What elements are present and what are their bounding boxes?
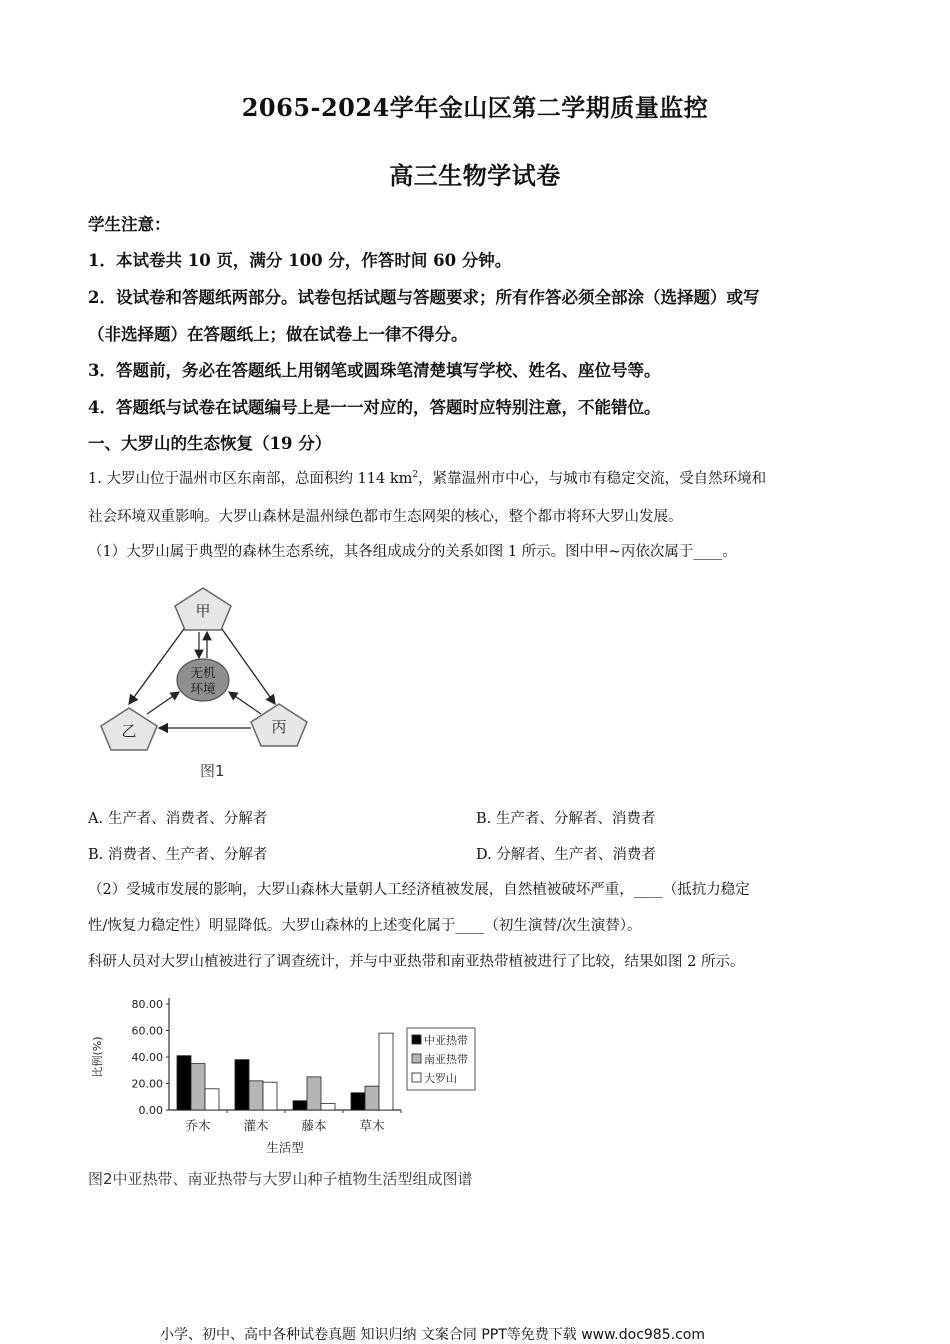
notice-item-1: 1．本试卷共 10 页，满分 100 分，作答时间 60 分钟。 [88, 251, 512, 270]
option-c: B. 消费者、生产者、分解者 [88, 847, 268, 863]
bar-3-2 [263, 1082, 277, 1110]
node-env-label-2: 环境 [190, 681, 216, 696]
page-subtitle: 高三生物学试卷 [389, 161, 561, 190]
bar-3-1 [205, 1089, 219, 1110]
x-tick-label: 乔木 [185, 1118, 211, 1133]
arrow-bing-to-env [229, 692, 261, 714]
notice-item-3: 3．答题前，务必在答题纸上用钢笔或圆珠笔清楚填写学校、姓名、座位号等。 [88, 361, 661, 380]
legend-swatch-3 [412, 1073, 421, 1082]
arrow-yi-to-env [147, 692, 179, 714]
legend-label-3: 大罗山 [424, 1072, 457, 1085]
y-axis-label: 比例(%) [91, 1036, 104, 1078]
option-a: A. 生产者、消费者、分解者 [88, 811, 268, 827]
figure-2-caption: 图2中亚热带、南亚热带与大罗山种子植物生活型组成图谱 [88, 1170, 473, 1188]
question-1-line-1b: ，紧靠温州市中心，与城市有稳定交流，受自然环境和 [418, 471, 767, 487]
section-heading: 一、大罗山的生态恢复（19 分） [88, 434, 332, 453]
x-axis-label: 生活型 [266, 1140, 304, 1155]
bar-1-4 [351, 1093, 365, 1110]
y-tick-label: 60.00 [131, 1024, 163, 1038]
bar-3-4 [379, 1033, 393, 1110]
option-d: D. 分解者、生产者、消费者 [476, 847, 656, 863]
y-tick-label: 0.00 [138, 1104, 163, 1117]
figure-2-chart [85, 990, 485, 1165]
x-tick-label: 灌木 [243, 1118, 269, 1133]
footer-text: 小学、初中、高中各种试卷真题 知识归纳 文案合同 PPT等免费下载 www.doc985.com [160, 1327, 705, 1343]
notice-heading: 学生注意： [88, 215, 171, 234]
bar-1-3 [293, 1101, 307, 1110]
figure-1-caption: 图1 [200, 762, 225, 780]
question-1-sub-3: 科研人员对大罗山植被进行了调查统计，并与中亚热带和南亚热带植被进行了比较，结果如图 2 所示。 [88, 954, 745, 970]
page-title: 2065-2024学年金山区第二学期质量监控 [241, 93, 709, 122]
bar-2-2 [249, 1081, 263, 1110]
arrow-jia-to-yi [129, 622, 189, 704]
arrow-jia-to-bing [217, 622, 275, 704]
y-tick-label: 40.00 [131, 1051, 163, 1064]
bar-1-2 [235, 1060, 249, 1110]
legend-label-1: 中亚热带 [424, 1034, 468, 1047]
notice-item-2: 2．设试卷和答题纸两部分。试卷包括试题与答题要求；所有作答必须全部涂（选择题）或写 [88, 288, 760, 307]
bar-3-3 [321, 1103, 335, 1110]
legend-swatch-2 [412, 1054, 421, 1063]
notice-item-2-cont: （非选择题）在答题纸上；做在试卷上一律不得分。 [88, 325, 468, 344]
question-1-line-1a: 1. 大罗山位于温州市区东南部，总面积约 114 km [88, 471, 413, 487]
node-env-label-1: 无机 [190, 665, 216, 680]
question-1-sub-2-line-1: （2）受城市发展的影响，大罗山森林大量朝人工经济植被发展，自然植被破坏严重，____（抵抗力稳定 [88, 882, 750, 898]
bar-2-4 [365, 1086, 379, 1110]
question-1-sub-1: （1）大罗山属于典型的森林生态系统，其各组成成分的关系如图 1 所示。图中甲~丙依次属于____。 [88, 544, 737, 560]
node-jia-label: 甲 [195, 602, 211, 620]
question-1-sub-2-line-2: 性/恢复力稳定性）明显降低。大罗山森林的上述变化属于____（初生演替/次生演替）。 [88, 918, 642, 934]
node-bing-label: 丙 [271, 718, 287, 736]
bar-2-1 [191, 1064, 205, 1110]
y-tick-label: 20.00 [131, 1077, 163, 1091]
legend-swatch-1 [412, 1035, 421, 1044]
question-1-superscript: 2 [412, 470, 419, 481]
bar-2-3 [307, 1077, 321, 1110]
question-1-line-2: 社会环境双重影响。大罗山森林是温州绿色都市生态网架的核心，整个都市将环大罗山发展。 [88, 509, 683, 525]
question-1-line-1 [88, 467, 766, 488]
legend-label-2: 南亚热带 [424, 1053, 468, 1066]
option-b: B. 生产者、分解者、消费者 [476, 811, 656, 827]
figure-1-diagram [95, 580, 315, 780]
bar-1-1 [177, 1056, 191, 1110]
node-yi-label: 乙 [121, 722, 137, 740]
x-tick-label: 藤本 [301, 1118, 327, 1133]
x-tick-label: 草木 [359, 1118, 385, 1133]
y-tick-label: 80.00 [131, 998, 163, 1011]
notice-item-4: 4．答题纸与试卷在试题编号上是一一对应的，答题时应特别注意，不能错位。 [88, 398, 661, 417]
